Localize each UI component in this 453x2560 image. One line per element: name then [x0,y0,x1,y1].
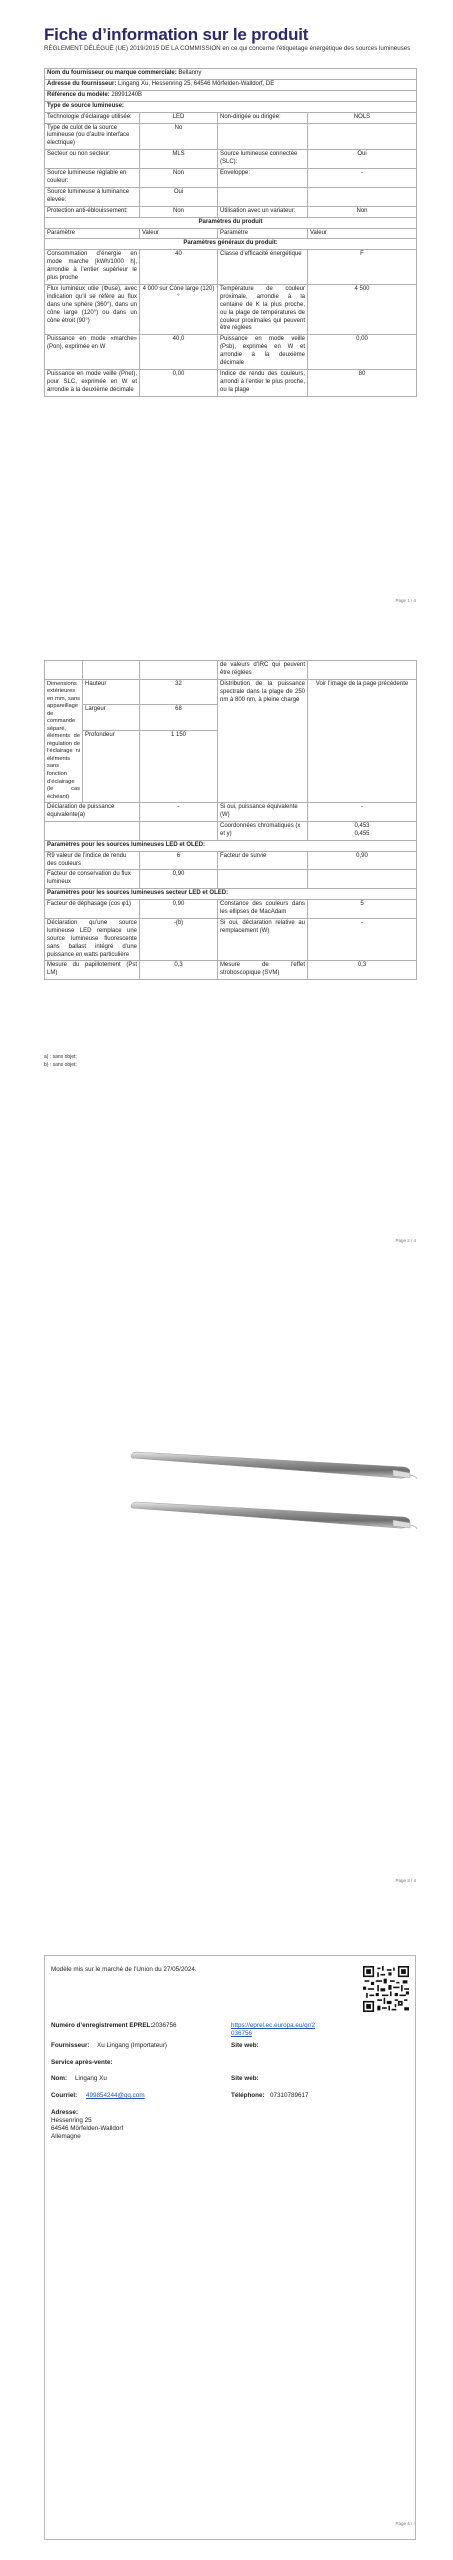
page-3 [0,1280,453,1920]
column-header-row [45,228,417,239]
dimensions-row [45,679,417,705]
param-value: 0,3 [308,961,417,980]
param-label: Distribution de la puissance spectrale dans la plage de 250 nm à 800 nm, à pleine charge [218,679,308,802]
address-label: Adresse: [51,2109,78,2116]
param-label: Facteur de survie [218,851,308,870]
param-label: Non-dirigée ou dirigée: [218,112,308,123]
param-label: Facteur de déphasage (cos φ1) [45,900,140,919]
footnote-b: b) : sans objet; [44,1061,77,1068]
eprel-link[interactable]: https://eprel.ec.europa.eu/qr/2036756 [231,2022,316,2037]
param-label: Source lumineuse à luminance élevée: [45,187,140,206]
table-row [45,150,417,169]
param-value: No [140,123,218,150]
product-params-table-continued [44,660,417,980]
product-image-led-batten [128,1448,418,1484]
table-row [45,335,417,370]
column-header: Paramètre [45,228,140,239]
footnotes [44,1054,77,1069]
param-value: MLS [140,150,218,169]
regulation-text: RÈGLEMENT DÉLÉGUÉ (UE) 2019/2015 DE LA COMMISSION en ce qui concerne l'étiquetage énergétique des sources lumineuses [44,45,411,52]
mains-params-header: Paramètres pour les sources lumineuses secteur LED et OLED: [45,889,417,900]
contact-name-value: Lingang Xu [75,2075,107,2082]
param-label: Constance des couleurs dans les ellipses de MacAdam [218,900,308,919]
dimensions-label: Dimensions extérieures en mm, sans appareillage de commande séparé, éléments de régulation de l’éclairage ni éléments sans fonction d’éclairage (le cas échéant) [45,679,83,802]
table-row [45,900,417,919]
table-row [45,961,417,980]
service-label: Service après-vente: [51,2059,113,2066]
dimension-label: Largeur [83,705,140,731]
website2-label: Site web: [231,2075,259,2082]
param-value: NOLS [308,112,417,123]
table-row [45,123,417,150]
param-label: Utilisation avec un variateur: [218,206,308,217]
param-value: 40,0 [140,335,218,370]
model-value: 28991240B [111,91,143,98]
empty-cell [45,661,83,680]
param-label: Puissance en mode «marche» (Pon), exprimée en W [45,335,140,370]
page-footer: Page 1 / 4 [395,598,416,603]
empty-cell [140,661,218,680]
empty-cell [83,661,140,680]
supplier-name-value: Bellanny [178,70,202,76]
param-value: - [308,169,417,188]
type-header: Type de source lumineuse: [45,101,417,112]
param-value [140,821,218,840]
param-value [308,187,417,206]
model-label: Référence du modèle: [47,91,110,98]
eprel-label: Numéro d’enregistrement EPREL: [51,2022,153,2029]
page-footer: Page 4 / 4 [395,2521,416,2526]
param-value: 0,90 [308,851,417,870]
param-value: Voir l’image de la page précédente [308,679,417,802]
param-value: Oui [140,187,218,206]
table-row [45,284,417,334]
param-value: LED [140,112,218,123]
footnote-a: a) : sans objet; [44,1054,77,1060]
param-value: 4 000 sur Cône large (120)° [140,284,218,334]
param-label: Puissance en mode veille (Pnet), pour SLC, exprimée en W et arrondie à la deuxième décimale [45,370,140,397]
param-label: Flux lumineux utile (Φuse), avec indication qu’il se réfère au flux dans une sphère (360°), dans un cône large (120°) ou dans un cône étroit (90°) [45,284,140,334]
model-row [45,90,417,101]
table-row [45,661,417,680]
dimension-value: 1 150 [140,731,218,803]
param-label: Secteur ou non secteur: [45,150,140,169]
page-1 [0,0,453,640]
param-label: R9 valeur de l’indice de rendu des couleurs [45,851,140,870]
param-label: Si oui, déclaration relative au remplacement (W) [218,918,308,961]
supplier-label: Fournisseur: [51,2042,90,2049]
param-value: 40 [140,250,218,285]
eprel-info-box [44,1955,416,2540]
table-row [45,112,417,123]
param-label: Déclaration de puissance équivalente(a) [45,803,140,822]
param-label-continued: de valeurs d’IRC qui peuvent être réglées [218,661,308,680]
document-title: Fiche d’information sur le produit [44,25,309,44]
param-label [218,187,308,206]
dimension-label: Profondeur [83,731,140,803]
column-header: Paramètre [218,228,308,239]
table-row [45,870,417,889]
supplier-name-row [45,69,417,80]
param-label: Protection anti-éblouissement: [45,206,140,217]
param-value [308,870,417,889]
param-value: 4 500 [308,284,417,334]
led-params-header: Paramètres pour les sources lumineuses LED et OLED: [45,840,417,851]
page-footer: Page 2 / 4 [395,1238,416,1243]
param-value: F [308,250,417,285]
supplier-name-label: Nom du fournisseur ou marque commerciale: [47,70,177,76]
table-row [45,250,417,285]
param-label: Mesure du papillotement (Pst LM) [45,961,140,980]
param-value: Oui [308,150,417,169]
address-line-2: 64546 Mörfelden-Walldorf [51,2125,124,2132]
general-params-header: Paramètres généraux du produit: [45,239,417,250]
product-info-table [44,68,417,397]
param-value: 5 [308,900,417,919]
param-value: 0,453 0,455 [308,821,417,840]
table-row [45,187,417,206]
param-label: Coordonnées chromatiques (x et y) [218,821,308,840]
param-label: Indice de rendu des couleurs, arrondi à l’entier le plus proche, ou la plage [218,370,308,397]
table-row [45,918,417,961]
param-value: - [308,918,417,961]
param-value: - [308,803,417,822]
website-label: Site web: [231,2042,259,2049]
table-row [45,821,417,840]
param-value: Non [308,206,417,217]
param-label [218,870,308,889]
supplier-address-value: Lingang Xu, Hessenring 25, 64546 Mörfelden-Walldorf, DE [118,80,275,87]
param-value [308,123,417,150]
param-label: Technologie d’éclairage utilisée: [45,112,140,123]
param-label: Température de couleur proximale, arrondie à la centaine de K la plus proche, ou la plage de températures de couleur proximales qui peuvent être réglées [218,284,308,334]
param-label [45,821,140,840]
table-row [45,370,417,397]
param-label [218,123,308,150]
param-value: Non [140,206,218,217]
page-2 [0,640,453,1280]
supplier-address-label: Adresse du fournisseur: [47,80,117,87]
email-link[interactable]: 499854244@qq.com [86,2092,145,2099]
product-params-header: Paramètres du produit [45,217,417,228]
param-value: 0,00 [140,370,218,397]
param-value: -(b) [140,918,218,961]
table-row [45,206,417,217]
param-value: 0,3 [140,961,218,980]
table-row [45,169,417,188]
eprel-value: 2036756 [152,2022,177,2029]
column-header: Valeur [308,228,417,239]
address-line-1: Hessenring 25 [51,2117,92,2124]
param-value: 6 [140,851,218,870]
param-label: Enveloppe: [218,169,308,188]
phone-label: Téléphone: [231,2092,265,2099]
dimension-value: 68 [140,705,218,731]
product-image-led-batten [128,1498,418,1534]
param-label: Si oui, puissance équivalente (W) [218,803,308,822]
param-label: Mesure de l’effet stroboscopique (SVM) [218,961,308,980]
param-label: Source lumineuse réglable en couleur: [45,169,140,188]
param-label: Facteur de conservation du flux lumineux [45,870,140,889]
param-label: Classe d’efficacité énergétique [218,250,308,285]
contact-name-label: Nom: [51,2075,68,2082]
address-line-3: Allemagne [51,2133,81,2140]
param-label: Source lumineuse connectée (SLC): [218,150,308,169]
dimension-value: 32 [140,679,218,705]
param-label: Consommation d’énergie en mode marche [kWh/1000 h], arrondie à l’entier supérieur le plus proche [45,250,140,285]
market-date: Modèle mis sur le marché de l’Union du 27/05/2024. [51,1966,197,1973]
dimension-label: Hauteur [83,679,140,705]
param-value: 80 [308,370,417,397]
param-label: Type de culot de la source lumineuse (ou d’autre interface électrique) [45,123,140,150]
empty-cell [308,661,417,680]
phone-value: 07310789617 [270,2092,309,2099]
param-value: 0,00 [308,335,417,370]
email-label: Courriel: [51,2092,78,2099]
qr-code[interactable] [363,1966,409,2012]
param-value: 0,90 [140,900,218,919]
table-row [45,851,417,870]
table-row [45,803,417,822]
param-value: Non [140,169,218,188]
param-value: 0,90 [140,870,218,889]
supplier-address-row [45,79,417,90]
column-header: Valeur [140,228,218,239]
supplier-value: Xu Lingang (Importateur) [97,2042,168,2049]
param-label: Déclaration qu’une source lumineuse LED remplace une source lumineuse fluorescente sans ballast intégré d’une puissance en watts particulière [45,918,140,961]
param-label: Puissance en mode veille (Psb), exprimée en W et arrondie à la deuxième décimale [218,335,308,370]
param-value: - [140,803,218,822]
page-footer: Page 3 / 4 [395,1878,416,1883]
